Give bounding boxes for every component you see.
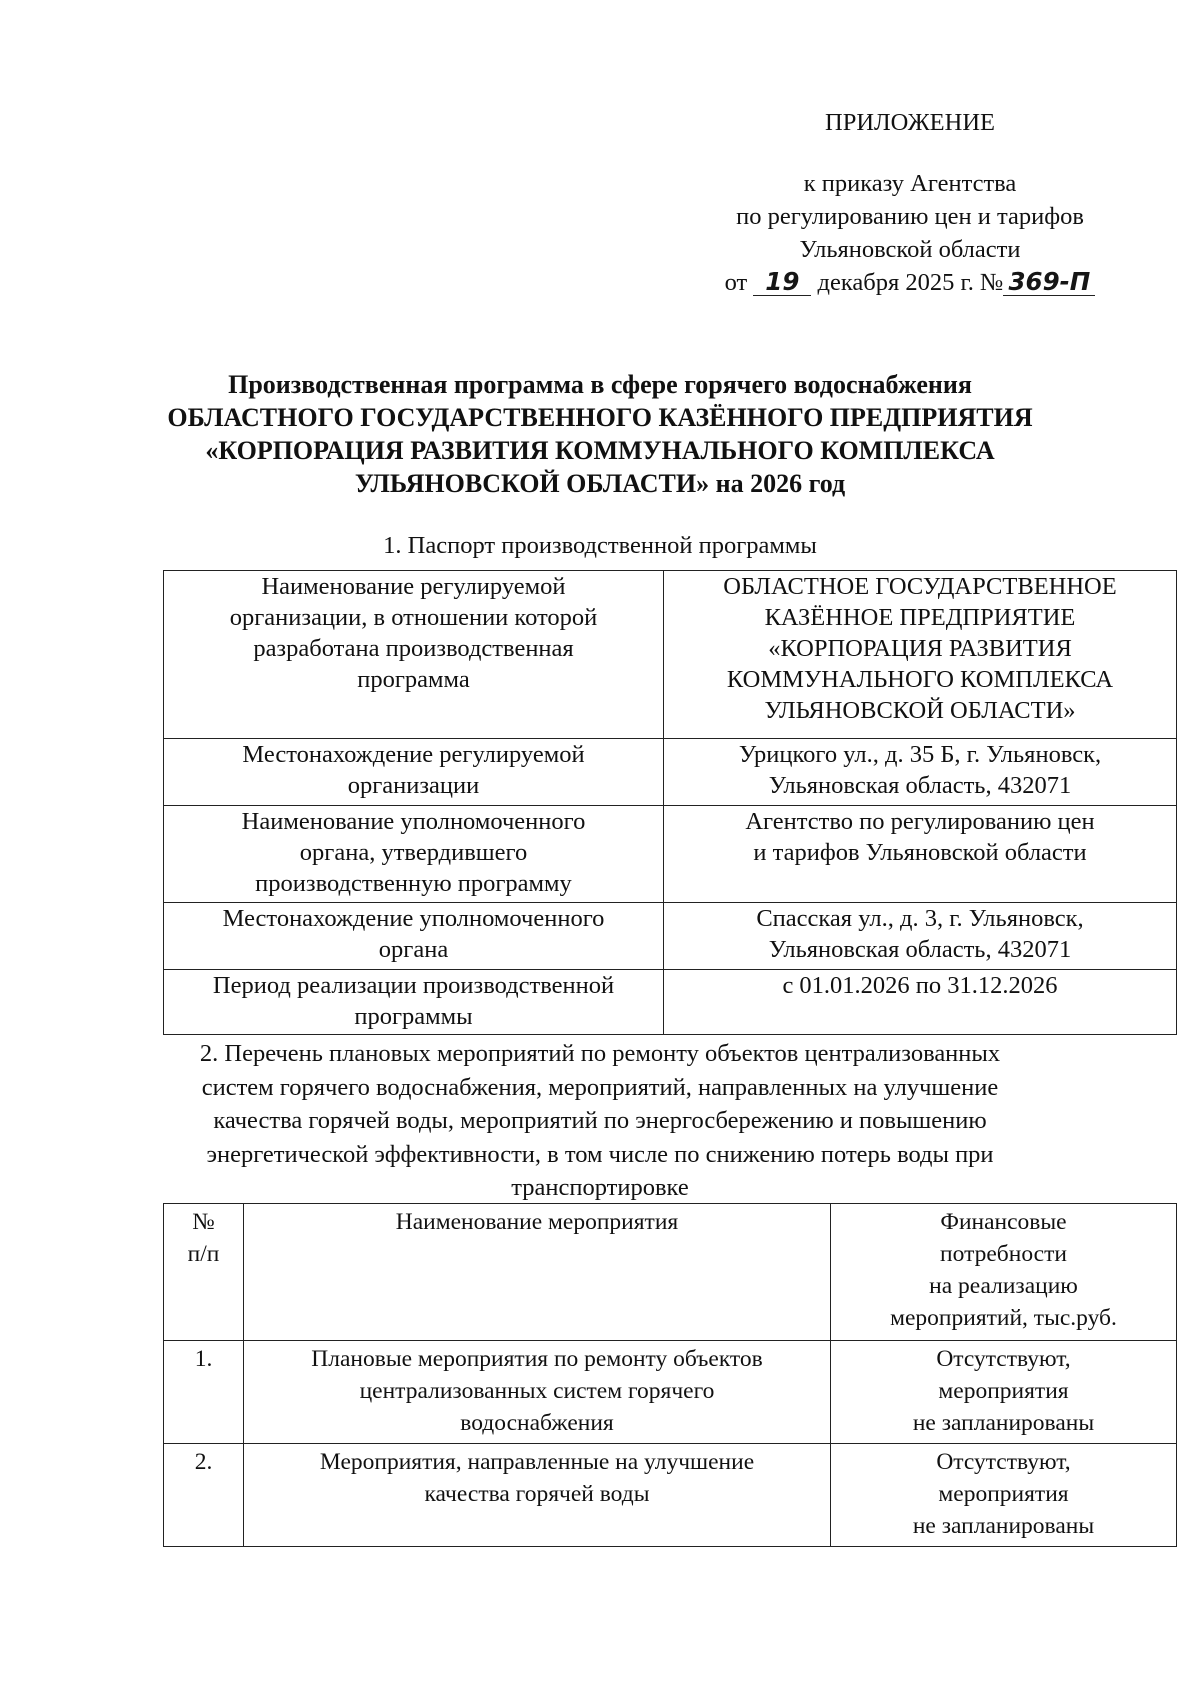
cell-line: ОБЛАСТНОЕ ГОСУДАРСТВЕННОЕ [723, 573, 1117, 600]
cell-line: мероприятия [938, 1481, 1069, 1507]
section-2-title-line: транспортировке [511, 1174, 689, 1201]
table-row [164, 739, 1177, 806]
document-title-line-2: ОБЛАСТНОГО ГОСУДАРСТВЕННОГО КАЗЁННОГО ПРЕДПРИЯТИЯ [167, 403, 1033, 432]
table-row [164, 806, 1177, 903]
cell-line: Наименование уполномоченного [241, 808, 586, 835]
appendix-line-3: Ульяновской области [799, 236, 1021, 263]
header-cost [831, 1204, 1177, 1341]
order-number-handwritten: 369-П [1003, 269, 1095, 296]
cell-line: Плановые мероприятия по ремонту объектов [311, 1346, 763, 1372]
row-name [244, 1341, 831, 1444]
table-row [164, 970, 1177, 1035]
document-title-line-1: Производственная программа в сфере горячего водоснабжения [228, 370, 972, 399]
cell-line: программа [357, 666, 470, 693]
document-title-line-3: «КОРПОРАЦИЯ РАЗВИТИЯ КОММУНАЛЬНОГО КОМПЛЕКСА [205, 436, 995, 465]
table-row [164, 1444, 1177, 1547]
cell-line: водоснабжения [460, 1410, 614, 1436]
header-num [164, 1204, 244, 1341]
passport-value-cell [664, 739, 1177, 806]
section-2-title [180, 1037, 1020, 1205]
cell-line: и тарифов Ульяновской области [753, 839, 1087, 866]
passport-label-cell [164, 903, 664, 970]
cell-line: на реализацию [929, 1273, 1078, 1299]
cell-line: с 01.01.2026 по 31.12.2026 [782, 972, 1058, 999]
appendix-title: ПРИЛОЖЕНИЕ [825, 109, 995, 136]
section-2-title-line: энергетической эффективности, в том числе по снижению потерь воды при [206, 1140, 994, 1168]
cell-line: организации [347, 772, 480, 799]
passport-value-cell [664, 903, 1177, 970]
row-name [244, 1444, 831, 1547]
cell-line: разработана производственная [253, 635, 574, 662]
cell-line: органа [378, 936, 449, 963]
section-2-title-line: качества горячей воды, мероприятий по энергосбережению и повышению [213, 1107, 987, 1134]
row-num: 2. [164, 1444, 244, 1547]
section-2-title-line: 2. Перечень плановых мероприятий по ремонту объектов централизованных [199, 1040, 1001, 1067]
cell-line: организации, в отношении которой [229, 604, 598, 631]
order-prefix: от [724, 269, 748, 296]
cell-line: Финансовые [940, 1209, 1067, 1235]
passport-label-cell [164, 571, 664, 739]
passport-value-cell [664, 970, 1177, 1035]
cell-line: централизованных систем горячего [359, 1378, 715, 1404]
cell-line: Наименование мероприятия [395, 1209, 679, 1235]
passport-value-cell [664, 571, 1177, 739]
cell-line: УЛЬЯНОВСКОЙ ОБЛАСТИ» [764, 697, 1076, 724]
passport-label-cell [164, 806, 664, 903]
cell-line: Урицкого ул., д. 35 Б, г. Ульяновск, [738, 741, 1102, 768]
passport-value-cell [664, 806, 1177, 903]
document-title-line-4: УЛЬЯНОВСКОЙ ОБЛАСТИ» на 2026 год [354, 469, 846, 498]
passport-table [163, 570, 1177, 1035]
table-row [164, 1341, 1177, 1444]
cell-line: № [192, 1209, 215, 1235]
order-day-handwritten: 19 [753, 269, 811, 296]
cell-line: Агентство по регулированию цен [745, 808, 1095, 835]
table-row [164, 571, 1177, 739]
cell-line: потребности [940, 1241, 1067, 1267]
cell-line: КАЗЁННОЕ ПРЕДПРИЯТИЕ [764, 604, 1076, 631]
cell-line: «КОРПОРАЦИЯ РАЗВИТИЯ [768, 635, 1072, 662]
cell-line: производственную программу [255, 870, 572, 897]
appendix-line-2: по регулированию цен и тарифов [736, 203, 1084, 230]
cell-line: Период реализации производственной [212, 972, 615, 999]
cell-line: Ульяновская область, 432071 [768, 772, 1072, 799]
table-row [164, 903, 1177, 970]
cell-line: Местонахождение регулируемой [242, 741, 585, 768]
row-num: 1. [164, 1341, 244, 1444]
appendix-header [680, 106, 1140, 299]
document-title [60, 368, 1140, 500]
table-header-row [164, 1204, 1177, 1341]
cell-line: Отсутствуют, [936, 1346, 1071, 1372]
passport-label-cell [164, 739, 664, 806]
cell-line: Ульяновская область, 432071 [768, 936, 1072, 963]
cell-line: качества горячей воды [424, 1481, 650, 1507]
cell-line: Спасская ул., д. 3, г. Ульяновск, [756, 905, 1084, 932]
cell-line: не запланированы [912, 1513, 1095, 1539]
section-1-title: 1. Паспорт производственной программы [383, 532, 817, 559]
cell-line: КОММУНАЛЬНОГО КОМПЛЕКСА [726, 666, 1114, 693]
order-month-year: декабря 2025 г. № [817, 269, 1004, 296]
passport-label-cell [164, 970, 664, 1035]
cell-line: не запланированы [912, 1410, 1095, 1436]
cell-line: Отсутствуют, [936, 1449, 1071, 1475]
cell-line: п/п [187, 1241, 220, 1267]
row-cost [831, 1444, 1177, 1547]
row-cost [831, 1341, 1177, 1444]
cell-line: органа, утвердившего [299, 839, 528, 866]
order-date-line [680, 266, 1140, 299]
header-name [244, 1204, 831, 1341]
section-2-title-line: систем горячего водоснабжения, мероприятий, направленных на улучшение [201, 1073, 999, 1101]
cell-line: Мероприятия, направленные на улучшение [319, 1449, 755, 1475]
cell-line: мероприятия [938, 1378, 1069, 1404]
appendix-line-1: к приказу Агентства [803, 170, 1017, 197]
cell-line: программы [354, 1003, 473, 1030]
cell-line: Наименование регулируемой [261, 573, 566, 600]
cell-line: мероприятий, тыс.руб. [890, 1305, 1117, 1331]
cell-line: Местонахождение уполномоченного [222, 905, 605, 932]
activities-table [163, 1203, 1177, 1547]
